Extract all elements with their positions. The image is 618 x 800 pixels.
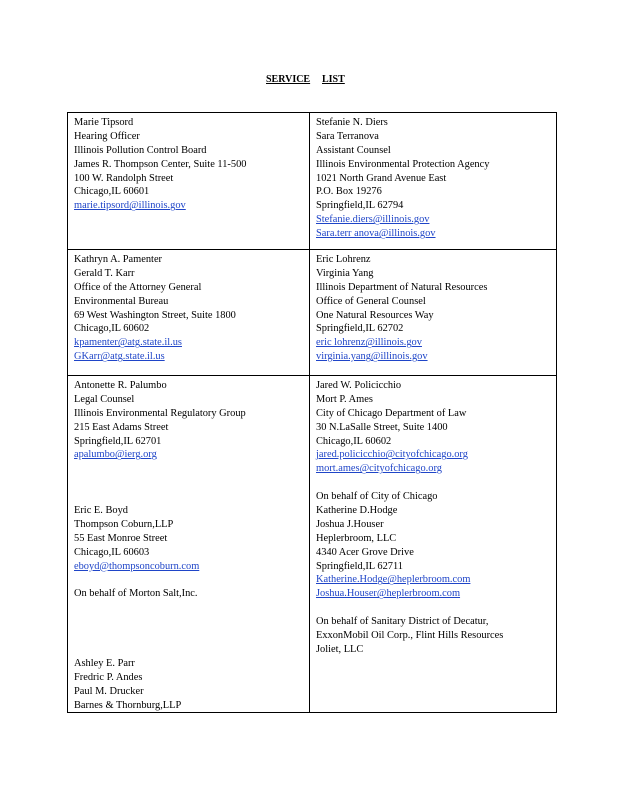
email-link[interactable]: Katherine.Hodge@heplerbroom.com	[316, 574, 471, 586]
text-line: One Natural Resources Way	[316, 309, 434, 321]
text-line: On behalf of City of Chicago	[316, 491, 438, 503]
email-link[interactable]: jared.policicchio@cityofchicago.org	[316, 449, 468, 461]
text-line: Legal Counsel	[74, 393, 135, 405]
text-line: Antonette R. Palumbo	[74, 380, 167, 391]
text-line: P.O. Box 19276	[316, 186, 382, 198]
text-line: Chicago,IL 60602	[74, 323, 150, 335]
email-link[interactable]: eric lohrenz@illinois.gov	[316, 337, 422, 349]
text-line: Springfield,IL 62702	[316, 323, 404, 335]
text-line: 69 West Washington Street, Suite 1800	[74, 309, 236, 321]
text-line: Chicago,IL 60601	[74, 186, 150, 198]
email-link[interactable]: marie.tipsord@illinois.gov	[74, 200, 186, 212]
email-link[interactable]: apalumbo@ierg.org	[74, 449, 157, 461]
text-line: Ashley E. Parr	[74, 657, 135, 669]
text-line: Joshua J.Houser	[316, 518, 384, 530]
email-link[interactable]: eboyd@thompsoncoburn.com	[74, 560, 200, 572]
text-line: Chicago,IL 60603	[74, 546, 150, 558]
email-link[interactable]: mort.ames@cityofchicago.org	[316, 463, 442, 475]
service-list-table	[67, 112, 557, 713]
text-line: 1021 North Grand Avenue East	[316, 172, 447, 184]
text-line: 100 W. Randolph Street	[74, 172, 174, 184]
email-link[interactable]: Joshua.Houser@heplerbroom.com	[316, 588, 461, 600]
text-line: Office of the Attorney General	[74, 281, 202, 293]
page-title	[0, 74, 618, 88]
text-line: Eric E. Boyd	[74, 505, 128, 517]
spacer	[74, 462, 309, 504]
email-link[interactable]: Stefanie.diers@illinois.gov	[316, 214, 430, 226]
text-line: Fredric P. Andes	[74, 671, 143, 683]
text-line: Eric Lohrenz	[316, 254, 371, 265]
spacer	[316, 601, 556, 615]
text-line: Kathryn A. Pamenter	[74, 254, 163, 265]
email-link[interactable]: virginia.yang@illinois.gov	[316, 351, 428, 363]
email-link[interactable]: GKarr@atg.state.il.us	[74, 351, 165, 363]
text-line: On behalf of Sanitary District of Decatur,	[316, 616, 489, 628]
text-line: Mort P. Ames	[316, 393, 373, 405]
text-line: Sara Terranova	[316, 130, 379, 142]
spacer	[316, 476, 556, 490]
title-part-list: LIST	[322, 74, 345, 85]
text-line: On behalf of Morton Salt,Inc.	[74, 588, 198, 600]
text-line: Paul M. Drucker	[74, 685, 144, 697]
email-link[interactable]: kpamenter@atg.state.il.us	[74, 337, 182, 349]
spacer	[74, 601, 309, 657]
text-line: Stefanie N. Diers	[316, 117, 388, 128]
text-line: Illinois Department of Natural Resources	[316, 281, 488, 293]
table-row	[68, 250, 557, 376]
contact-cell-policicchio	[310, 376, 557, 713]
text-line: 215 East Adams Street	[74, 421, 169, 433]
email-link[interactable]: Sara.terr anova@illinois.gov	[316, 228, 436, 240]
contact-cell-palumbo	[68, 376, 310, 713]
text-line: 4340 Acer Grove Drive	[316, 546, 414, 558]
text-line: Assistant Counsel	[316, 144, 391, 156]
text-line: Illinois Environmental Protection Agency	[316, 158, 490, 170]
text-line: Springfield,IL 62701	[74, 435, 162, 447]
text-line: Hearing Officer	[74, 130, 140, 142]
text-line: Gerald T. Karr	[74, 267, 135, 279]
contact-cell-tipsord	[68, 113, 310, 250]
title-part-service: SERVICE	[266, 74, 311, 85]
text-line: Illinois Pollution Control Board	[74, 144, 207, 156]
text-line: Illinois Environmental Regulatory Group	[74, 407, 246, 419]
text-line: Springfield,IL 62794	[316, 200, 404, 212]
text-line: Chicago,IL 60602	[316, 435, 392, 447]
text-line: ExxonMobil Oil Corp., Flint Hills Resources	[316, 630, 504, 642]
text-line: Office of General Counsel	[316, 295, 426, 307]
text-line: Virginia Yang	[316, 267, 374, 279]
contact-cell-pamenter	[68, 250, 310, 376]
text-line: 30 N.LaSalle Street, Suite 1400	[316, 421, 448, 433]
spacer	[74, 573, 309, 587]
text-line: Heplerbroom, LLC	[316, 532, 397, 544]
table-row	[68, 376, 557, 713]
text-line: Marie Tipsord	[74, 117, 134, 128]
contact-cell-lohrenz	[310, 250, 557, 376]
text-line: James R. Thompson Center, Suite 11-500	[74, 158, 247, 170]
text-line: Springfield,IL 62711	[316, 560, 403, 572]
text-line: Jared W. Policicchio	[316, 380, 402, 391]
text-line: Environmental Bureau	[74, 295, 169, 307]
text-line: Barnes & Thornburg,LLP	[74, 699, 182, 711]
text-line: Katherine D.Hodge	[316, 505, 398, 517]
text-line: Joliet, LLC	[316, 643, 364, 655]
text-line: City of Chicago Department of Law	[316, 407, 467, 419]
contact-cell-diers	[310, 113, 557, 250]
text-line: 55 East Monroe Street	[74, 532, 168, 544]
table-row	[68, 113, 557, 250]
text-line: Thompson Coburn,LLP	[74, 518, 174, 530]
